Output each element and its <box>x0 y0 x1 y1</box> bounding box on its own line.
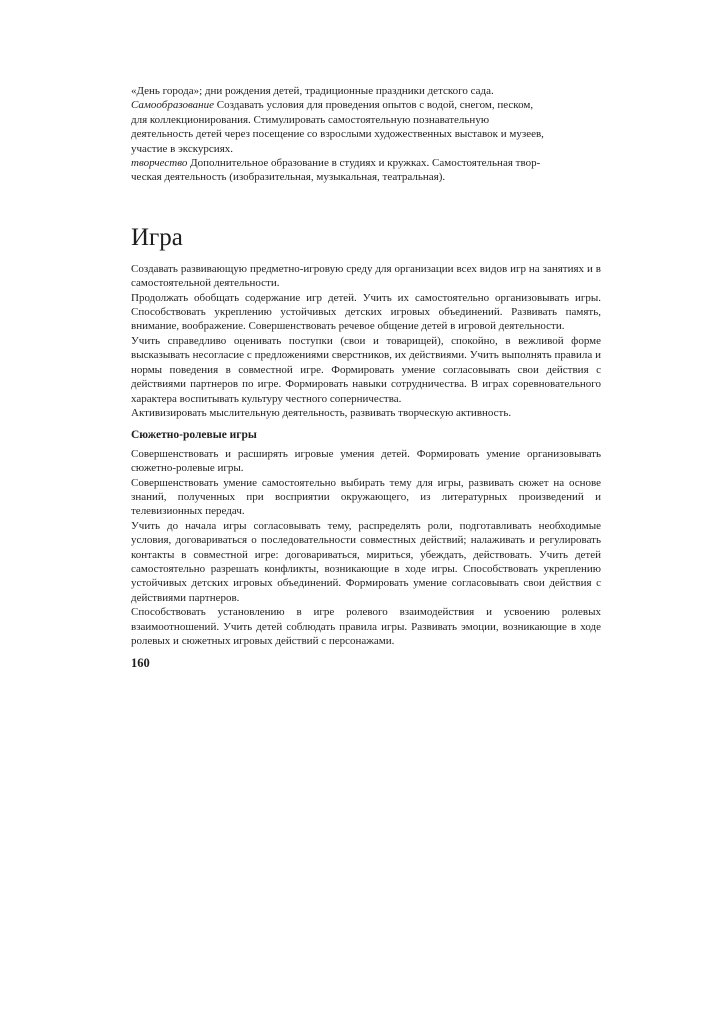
intro-italic-lead: Самообразование <box>131 99 215 112</box>
intro-line: для коллекционирования. Стимулировать самостоятельную познавательную <box>131 113 490 126</box>
paragraph: Активизировать мыслительную деятельность, развивать творческую активность. <box>131 406 512 419</box>
section-heading-igra: Игра <box>131 223 183 251</box>
intro-line: участие в экскурсиях. <box>131 142 234 155</box>
paragraph: Совершенствовать и расширять игровые умения детей. Формировать умение организовывать сюжетно-ролевые игры. <box>131 447 601 475</box>
intro-line-text: Создавать условия для проведения опытов с водой, снегом, песком, <box>216 99 534 112</box>
intro-italic-lead: творчество <box>131 157 188 170</box>
intro-line <box>131 156 601 170</box>
intro-block <box>131 84 601 185</box>
intro-line-text: Дополнительное образование в студиях и кружках. Самостоятельная твор- <box>190 157 541 170</box>
intro-line: деятельность детей через посещение со взрослыми художественных выставок и музеев, <box>131 128 544 141</box>
paragraph: Способствовать установлению в игре ролевого взаимодействия и усвоению ролевых взаимоотношений. Учить детей соблюдать правила игры. Развивать эмоции, возникающие в ходе ролевых и сюжетных игровых действий с персонажами. <box>131 606 601 647</box>
subheading-syuzhetno-rolevye-igry: Сюжетно-ролевые игры <box>131 429 257 442</box>
paragraph: Учить справедливо оценивать поступки (свои и товарищей), спокойно, в вежливой форме высказывать несогласие с предложениями сверстников, их действиями. Учить выполнять правила и нормы поведения в совместной игре. Формировать умение согласовывать свои действия с действиями партнеров по игре. Формировать навыки сотрудничества. В играх соревновательного характера воспитывать культуру честного соперничества. <box>131 334 601 405</box>
paragraph: Продолжать обобщать содержание игр детей. Учить их самостоятельно организовывать игры. Способствовать укреплению устойчивых детских игровых объединений. Развивать память, внимание, воображение. Совершенствовать речевое общение детей в игровой деятельности. <box>131 291 601 333</box>
paragraph: Совершенствовать умение самостоятельно выбирать тему для игры, развивать сюжет на основе знаний, полученных при восприятии окружающего, из литературных произведений и телевизионных передач. <box>131 476 601 518</box>
intro-line: ческая деятельность (изобразительная, музыкальная, театральная). <box>131 171 446 184</box>
paragraph: Учить до начала игры согласовывать тему, распределять роли, подготавливать необходимые условия, договариваться о последовательности совместных действий; налаживать и регулировать контакты в совместной игре: договариваться, мириться, убеждать, действовать. Учить детей самостоятельно разрешать конфликты, возникающие в ходе игры. Способствовать укреплению устойчивых детских игровых объединений. Формировать умение согласовывать свои действия с действиями партнеров. <box>131 519 601 604</box>
intro-line <box>131 98 601 112</box>
page-number: 160 <box>131 656 150 671</box>
paragraph: Создавать развивающую предметно-игровую среду для организации всех видов игр на занятиях и в самостоятельной деятельности. <box>131 262 601 290</box>
intro-line: «День города»; дни рождения детей, традиционные праздники детского сада. <box>131 85 494 97</box>
page-content <box>131 84 601 671</box>
